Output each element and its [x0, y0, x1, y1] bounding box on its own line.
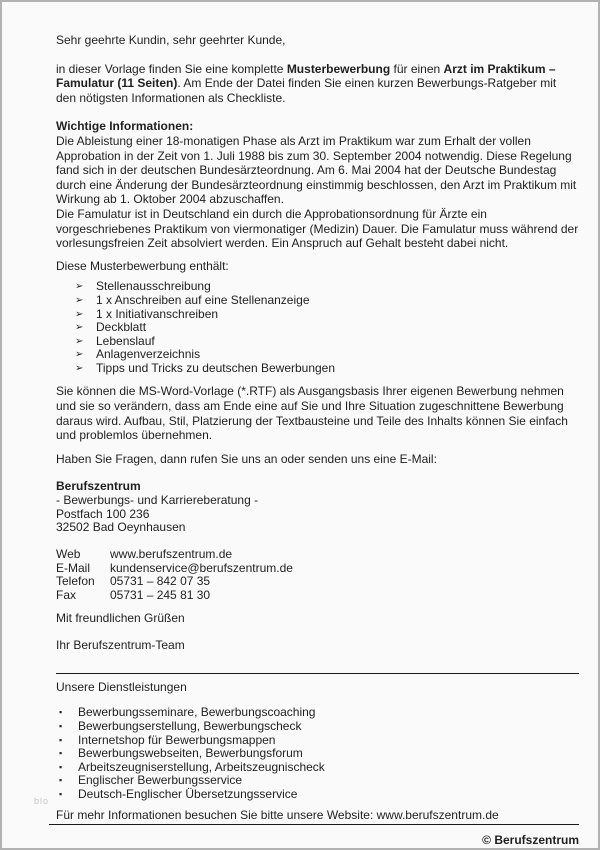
- contact-value-email: kundenservice@berufszentrum.de: [110, 560, 293, 575]
- important-info-paragraph-1: Die Ableistung einer 18-monatigen Phase als Arzt im Praktikum war zum Erhalt der vollen Approbation in der Zeit von 1. Juli 1988 bis zum 30. September 2004 notwendig. Diese Regelung fand sich in der deutschen Bundesärzteordnung. Am 6. Mai 2004 hat der Deutsche Bundestag durch eine Änderung der Bundesärzteordnung einstimmig beschlossen, den Arzt im Praktikum mit Wirkung ab 1. Oktober 2004 abzuschaffen.: [56, 133, 577, 207]
- contents-heading: Diese Musterbewerbung enthält:: [56, 258, 229, 273]
- contact-row-email: [56, 562, 579, 576]
- services-heading: Unsere Dienstleistungen: [56, 679, 187, 694]
- usage-paragraph: Sie können die MS-Word-Vorlage (*.RTF) als Ausgangsbasis Ihrer eigenen Bewerbung nehmen und sie so verändern, dass am Ende eine auf Sie und Ihre Situation zugeschnittene Bewerbung daraus wird. Aufbau, Stil, Platzierung der Textbausteine und Teile des Inhalts können Sie einfach und problemlos übernehmen.: [56, 384, 568, 443]
- square-bullet-icon: ▪: [59, 788, 63, 799]
- list-item-label: Lebenslauf: [96, 333, 155, 348]
- footer-copyright: © Berufszentrum: [482, 833, 579, 848]
- contact-label: Fax: [56, 587, 77, 602]
- closing-regards: Mit freundlichen Grüßen: [56, 610, 185, 625]
- footer-info-line: Für mehr Informationen besuchen Sie bitte unsere Website: www.berufszentrum.de: [49, 808, 579, 826]
- list-item-label: Bewerbungswebseiten, Bewerbungsforum: [78, 746, 303, 761]
- list-item: [56, 720, 579, 734]
- company-subtitle: - Bewerbungs- und Karriereberatung -: [56, 493, 259, 508]
- square-bullet-icon: ▪: [59, 775, 63, 786]
- contact-row-phone: [56, 575, 579, 589]
- list-item-label: Tipps und Tricks zu deutschen Bewerbungen: [96, 360, 336, 375]
- list-item-label: Internetshop für Bewerbungsmappen: [78, 732, 276, 747]
- list-item: [56, 747, 579, 761]
- list-item: [56, 774, 579, 788]
- important-info-heading: Wichtige Informationen:: [56, 119, 194, 134]
- contact-row-fax: [56, 589, 579, 603]
- square-bullet-icon: ▪: [59, 734, 63, 745]
- questions-line: Haben Sie Fragen, dann rufen Sie uns an oder senden uns eine E-Mail:: [56, 451, 437, 466]
- list-item-label: Stellenausschreibung: [96, 279, 211, 294]
- greeting-line: Sehr geehrte Kundin, sehr geehrter Kunde,: [56, 33, 286, 47]
- square-bullet-icon: ▪: [59, 721, 63, 731]
- contents-list: [56, 280, 579, 375]
- list-item-label: Arbeitszeugniserstellung, Arbeitszeugnischeck: [78, 759, 325, 774]
- list-item: [56, 335, 579, 349]
- watermark: blo: [34, 796, 50, 806]
- list-item: [56, 321, 579, 335]
- important-info-paragraph-2: Die Famulatur ist in Deutschland ein durch die Approbationsordnung für Ärzte ein vorgeschriebenes Praktikum von viermonatiger (Medizin) Dauer. Die Famulatur muss während der vorlesungsfreien Zeit absolviert werden. Ein Anspruch auf Gehalt besteht dabei nicht.: [56, 206, 579, 251]
- contact-label: Web: [56, 546, 81, 561]
- company-address-line1: Postfach 100 236: [56, 506, 150, 521]
- list-item-label: Deckblatt: [96, 320, 147, 335]
- list-item-label: 1 x Anschreiben auf eine Stellenanzeige: [96, 292, 310, 307]
- list-item: [56, 706, 579, 720]
- document-content: [56, 2, 579, 848]
- arrow-bullet-icon: ➢: [75, 281, 84, 293]
- list-item: [56, 734, 579, 748]
- square-bullet-icon: ▪: [59, 748, 63, 759]
- list-item-label: Bewerbungsseminare, Bewerbungscoaching: [78, 705, 316, 720]
- arrow-bullet-icon: ➢: [75, 335, 84, 347]
- list-item-label: Deutsch-Englischer Übersetzungsservice: [78, 786, 298, 801]
- contact-label: E-Mail: [56, 560, 91, 575]
- arrow-bullet-icon: ➢: [75, 349, 84, 361]
- company-name: Berufszentrum: [56, 479, 141, 494]
- list-item-label: Englischer Bewerbungsservice: [78, 773, 243, 788]
- intro-bold-arzt-praktikum: Arzt im Praktikum – Famulatur (11 Seiten): [56, 61, 556, 91]
- company-address-line2: 32502 Bad Oeynhausen: [56, 520, 186, 535]
- contact-label: Telefon: [56, 574, 95, 589]
- arrow-bullet-icon: ➢: [75, 294, 84, 306]
- contact-value-phone: 05731 – 842 07 35: [110, 574, 211, 589]
- contact-value-fax: 05731 – 245 81 30: [110, 587, 211, 602]
- list-item: [56, 761, 579, 775]
- list-item: [56, 280, 579, 294]
- intro-text-pre: in dieser Vorlage finden Sie eine komplette: [56, 61, 287, 76]
- list-item-label: 1 x Initiativanschreiben: [96, 306, 219, 321]
- list-item: [56, 294, 579, 308]
- list-item: [56, 362, 579, 376]
- services-list: [56, 706, 579, 801]
- contact-rows: [56, 548, 579, 603]
- arrow-bullet-icon: ➢: [75, 308, 84, 320]
- intro-paragraph: [56, 62, 579, 106]
- contact-row-web: [56, 548, 579, 562]
- company-block: [56, 480, 579, 534]
- list-item: [56, 348, 579, 362]
- intro-text-post: . Am Ende der Datei finden Sie einen kurzen Bewerbungs-Ratgeber mit den nötigsten Informationen als Checkliste.: [56, 76, 557, 105]
- list-item-label: Bewerbungserstellung, Bewerbungscheck: [78, 719, 302, 733]
- square-bullet-icon: ▪: [59, 707, 63, 718]
- list-item: [56, 788, 579, 802]
- intro-bold-musterbewerbung: Musterbewerbung: [286, 61, 391, 76]
- arrow-bullet-icon: ➢: [75, 322, 84, 334]
- list-item-label: Anlagenverzeichnis: [96, 347, 201, 362]
- square-bullet-icon: ▪: [59, 761, 63, 772]
- arrow-bullet-icon: ➢: [75, 362, 84, 374]
- list-item: [56, 308, 579, 322]
- contact-value-website: www.berufszentrum.de: [110, 546, 233, 561]
- intro-text-mid: für einen: [390, 61, 444, 76]
- important-info-section: [56, 119, 579, 250]
- closing-team: Ihr Berufszentrum-Team: [56, 638, 185, 653]
